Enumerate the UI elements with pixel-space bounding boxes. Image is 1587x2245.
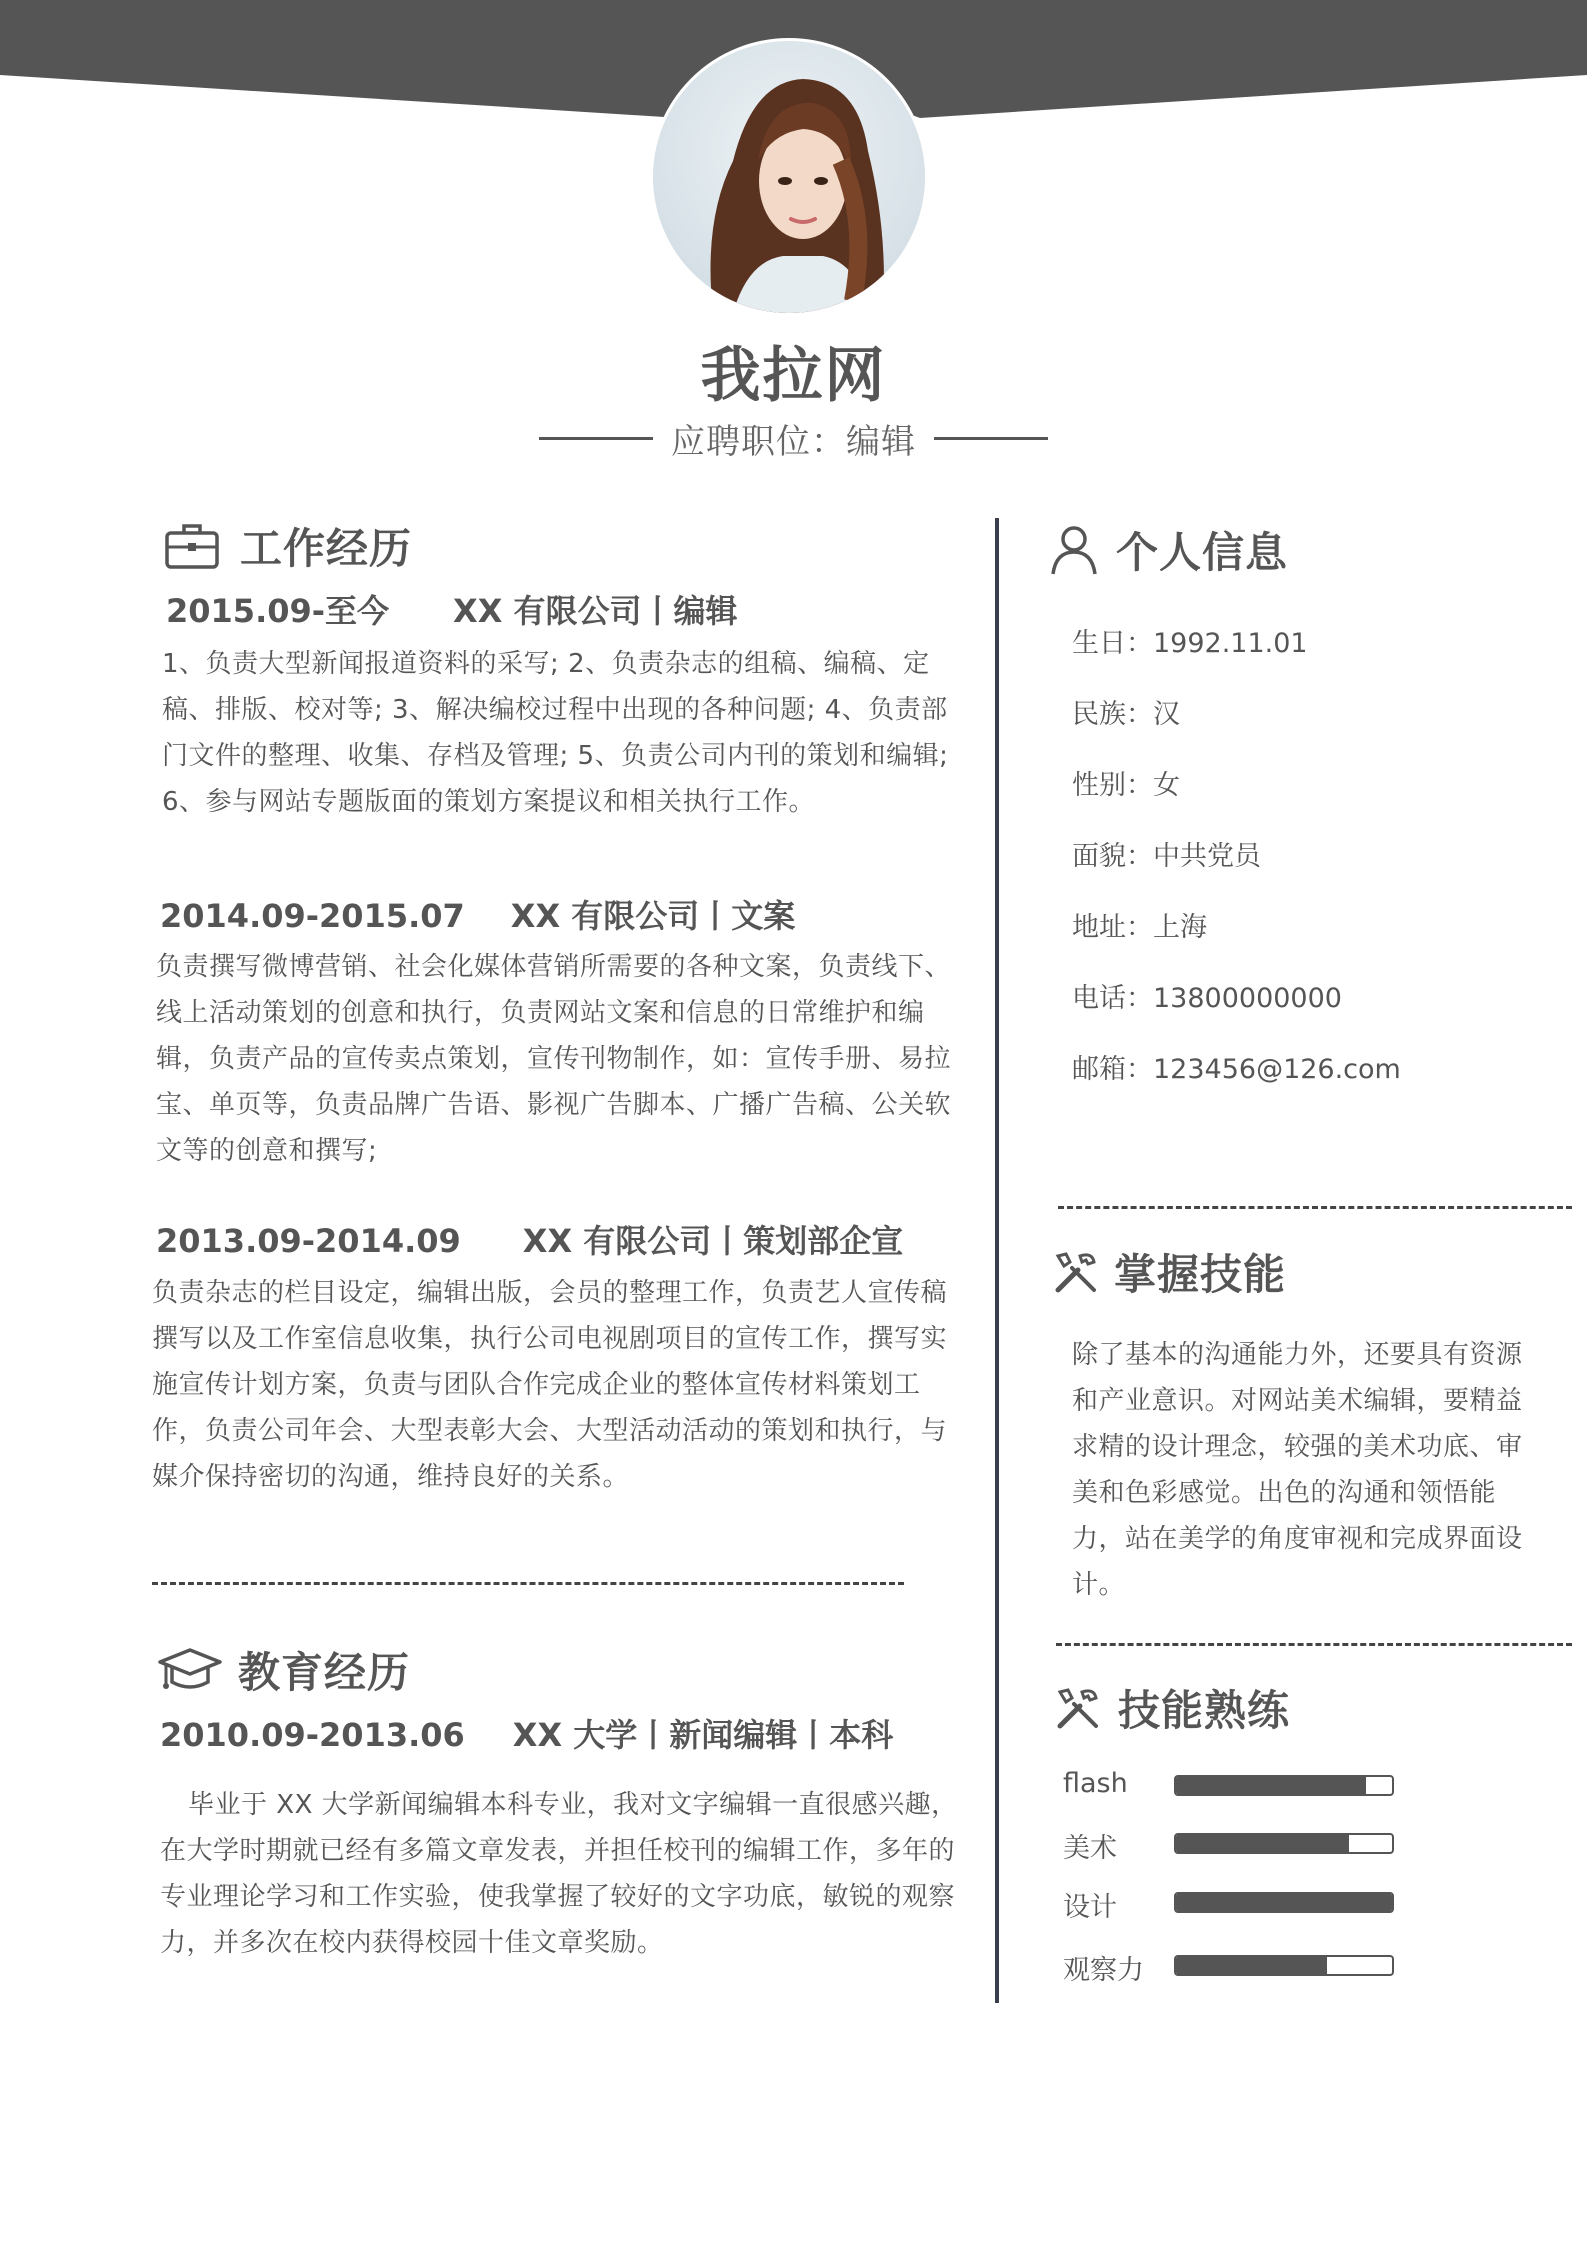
section-separator	[1056, 1643, 1572, 1646]
info-email: 邮箱：123456@126.com	[1072, 1054, 1401, 1085]
education-school: XX 大学丨新闻编辑丨本科	[512, 1716, 894, 1754]
education-period: 2010.09-2013.06	[160, 1716, 465, 1754]
work-section-header	[164, 516, 412, 576]
skill-fill	[1176, 1835, 1349, 1852]
avatar	[650, 38, 928, 316]
skills-description: 除了基本的沟通能力外，还要具有资源和产业意识。对网站美术编辑，要精益求精的设计理念，较强的美术功底、审美和色彩感觉。出色的沟通和领悟能力，站在美学的角度审视和完成界面设计。	[1072, 1340, 1523, 1600]
info-ethnicity: 民族：汉	[1072, 699, 1180, 730]
section-separator	[1058, 1206, 1572, 1209]
job-company: XX 有限公司丨编辑	[453, 592, 738, 630]
job-description: 负责撰写微博营销、社会化媒体营销所需要的各种文案，负责线下、线上活动策划的创意和执行，负责网站文案和信息的日常维护和编辑，负责产品的宣传卖点策划，宣传刊物制作，如：宣传手册、易拉宝、单页等，负责品牌广告语、影视广告脚本、广播广告稿、公关软文等的创意和撰写;	[156, 952, 952, 1166]
job-period: 2013.09-2014.09	[156, 1222, 461, 1260]
proficiency-section-header	[1054, 1678, 1290, 1738]
skill-fill	[1176, 1777, 1366, 1794]
subtitle-line-right	[934, 437, 1048, 440]
job-company: XX 有限公司丨文案	[510, 897, 796, 935]
skill-label-design: 设计	[1063, 1892, 1117, 1923]
column-divider	[995, 518, 999, 2003]
section-separator	[152, 1582, 904, 1585]
skill-bar-design	[1174, 1892, 1394, 1913]
subtitle-line-left	[539, 437, 653, 440]
info-address: 地址：上海	[1072, 912, 1207, 943]
skill-bar-art	[1174, 1833, 1394, 1854]
skill-fill	[1176, 1957, 1327, 1974]
job-heading	[156, 1216, 903, 1262]
skill-fill	[1176, 1894, 1392, 1911]
skill-bar-observation	[1174, 1955, 1394, 1976]
job-heading	[160, 891, 795, 937]
job-position: 应聘职位：编辑	[671, 421, 916, 462]
education-section-title: 教育经历	[238, 1648, 411, 1697]
education-section-header	[156, 1640, 410, 1700]
info-gender: 性别：女	[1072, 770, 1180, 801]
skill-label-art: 美术	[1063, 1833, 1117, 1864]
personal-section-title: 个人信息	[1116, 528, 1289, 577]
tools-icon	[1052, 1248, 1100, 1296]
tools-icon	[1054, 1684, 1102, 1732]
education-heading	[160, 1710, 893, 1756]
skill-label-observation: 观察力	[1063, 1955, 1144, 1986]
person-icon	[1050, 524, 1098, 576]
briefcase-icon	[164, 521, 220, 571]
job-company: XX 有限公司丨策划部企宣	[522, 1222, 904, 1260]
info-birthday: 生日：1992.11.01	[1072, 628, 1308, 659]
personal-section-header	[1050, 520, 1288, 580]
job-heading	[166, 586, 738, 632]
skills-section-title: 掌握技能	[1114, 1250, 1287, 1299]
job-description: 负责杂志的栏目设定，编辑出版，会员的整理工作，负责艺人宣传稿撰写以及工作室信息收集，执行公司电视剧项目的宣传工作，撰写实施宣传计划方案，负责与团队合作完成企业的整体宣传材料策划工作，负责公司年会、大型表彰大会、大型活动活动的策划和执行，与媒介保持密切的沟通，维持良好的关系。	[152, 1278, 948, 1492]
graduation-cap-icon	[156, 1644, 224, 1696]
job-description: 1、负责大型新闻报道资料的采写; 2、负责杂志的组稿、编稿、定稿、排版、校对等; 3、解决编校过程中出现的各种问题; 4、负责部门文件的整理、收集、存档及管理; 5、负责公司内刊的策划和编辑; 6、参与网站专题版面的策划方案提议和相关执行工作。	[162, 649, 949, 817]
job-period: 2015.09-至今	[166, 592, 390, 630]
work-section-title: 工作经历	[240, 524, 413, 573]
info-phone: 电话：13800000000	[1072, 983, 1342, 1014]
education-description: 毕业于 XX 大学新闻编辑本科专业，我对文字编辑一直很感兴趣，在大学时期就已经有多篇文章发表，并担任校刊的编辑工作，多年的专业理论学习和工作实验，使我掌握了较好的文字功底，敏锐的观察力，并多次在校内获得校园十佳文章奖励。	[160, 1790, 958, 1958]
candidate-name: 我拉网	[700, 341, 887, 411]
subtitle-row	[0, 410, 1587, 466]
skill-label-flash: flash	[1063, 1768, 1128, 1799]
info-political-status: 面貌：中共党员	[1072, 841, 1261, 872]
skills-section-header	[1052, 1242, 1286, 1302]
proficiency-section-title: 技能熟练	[1118, 1686, 1291, 1735]
skill-bar-flash	[1174, 1775, 1394, 1796]
job-period: 2014.09-2015.07	[160, 897, 465, 935]
portrait-image	[653, 41, 925, 313]
